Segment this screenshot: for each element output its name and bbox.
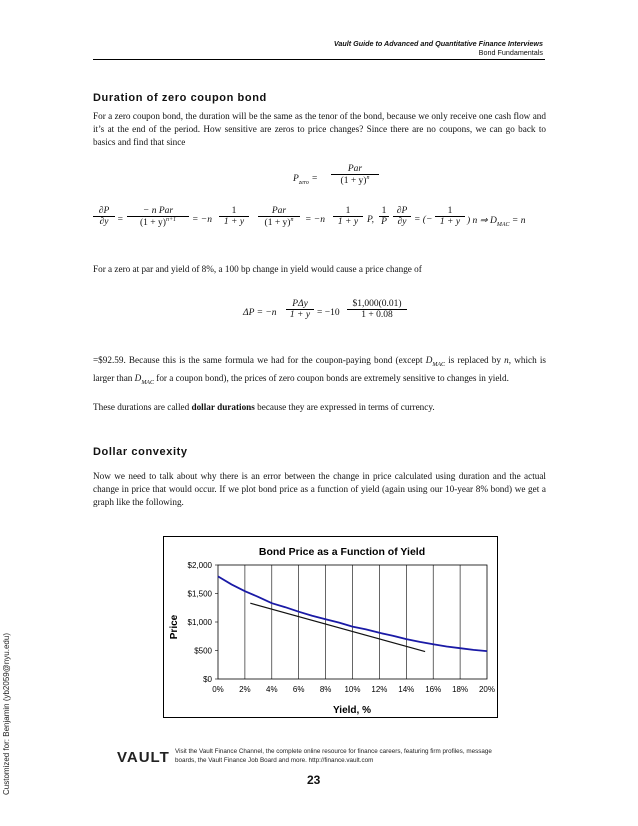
x-tick-label: 2%: [239, 685, 251, 694]
duration-approx-line: [250, 603, 425, 651]
y-tick-label: $0: [203, 675, 212, 684]
paragraph-zero-at-par: For a zero at par and yield of 8%, a 100 bp change in yield would cause a price change of: [93, 264, 422, 274]
equation-price-change: ΔP = −n PΔy 1 + y = −10 $1,000(0.01) 1 + 0.08: [243, 299, 403, 329]
chapter-title: Bond Fundamentals: [478, 48, 543, 57]
x-tick-label: 16%: [425, 685, 442, 694]
paragraph-dollar-durations: These durations are called dollar durations because they are expressed in terms of currency.: [93, 402, 435, 412]
y-axis-label: Price: [169, 614, 180, 640]
y-tick-label: $1,500: [187, 589, 212, 599]
x-tick-label: 6%: [292, 685, 305, 694]
header-rule: [93, 59, 545, 60]
x-tick-label: 12%: [371, 685, 388, 694]
bond-price-chart: [163, 536, 498, 718]
x-tick-label: 8%: [319, 685, 332, 694]
section-heading-convexity: Dollar convexity: [93, 446, 188, 458]
chart-svg: [164, 537, 497, 717]
page-number: 23: [307, 773, 321, 787]
y-tick-label: $1,000: [187, 618, 212, 627]
chart-title: Bond Price as a Function of Yield: [258, 546, 426, 558]
x-tick-label: 14%: [398, 685, 415, 694]
x-tick-label: 4%: [266, 685, 278, 694]
y-tick-label: $500: [194, 646, 212, 656]
customized-for-note: Customized for: Benjamin (yb2059@nyu.edu): [2, 633, 11, 795]
x-tick-label: 0%: [212, 685, 224, 694]
x-tick-label: 10%: [344, 685, 361, 694]
x-axis-label: Yield, %: [333, 705, 371, 716]
paragraph-dollar-result: =$92.59. Because this is the same formula we had for the coupon-paying bond (except $D_{MAC}$ is replaced by n, which is larger than $D_{MAC}$ for a coupon bond), the prices of zero coupon bonds are extremely sensitive to changes in yield.: [93, 355, 546, 386]
book-title: Vault Guide to Advanced and Quantitative Finance Interviews: [333, 39, 543, 48]
section-heading-duration: Duration of zero coupon bond: [93, 92, 267, 104]
y-tick-label: $2,000: [187, 561, 212, 570]
footer-promo-text: Visit the Vault Finance Channel, the complete online resource for finance careers, featuring firm profiles, message boards, the Vault Finance Job Board and more. http://finance.vault.com: [175, 748, 492, 764]
vault-logo: VAULT: [117, 749, 170, 766]
x-tick-label: 20%: [478, 685, 496, 694]
equation-derivative: ∂P ∂y = − n Par $(1 + y)^{n+1}$ = −n 1 1 + y Par $(1 + y)^n$ = −n 1 1 + y P, 1 P ∂P ∂y = (− 1 1 + y ) n ⇒ $D_{MAC} = n$: [93, 206, 533, 236]
x-tick-label: 18%: [452, 685, 469, 694]
paragraph-convexity: Now we need to talk about why there is an error between the change in price calculated using duration and the actual change in price that would occur. If we plot bond price as a function of yield (again using our 10-year 8% bond) we get a graph like the following.: [93, 471, 546, 507]
paragraph-intro: For a zero coupon bond, the duration will be the same as the tenor of the bond, because we only receive one cash flow and it’s at the end of the period. How sensitive are zeros to price changes? Since there are no coupons, we can go back to basics and find that since: [93, 111, 546, 147]
